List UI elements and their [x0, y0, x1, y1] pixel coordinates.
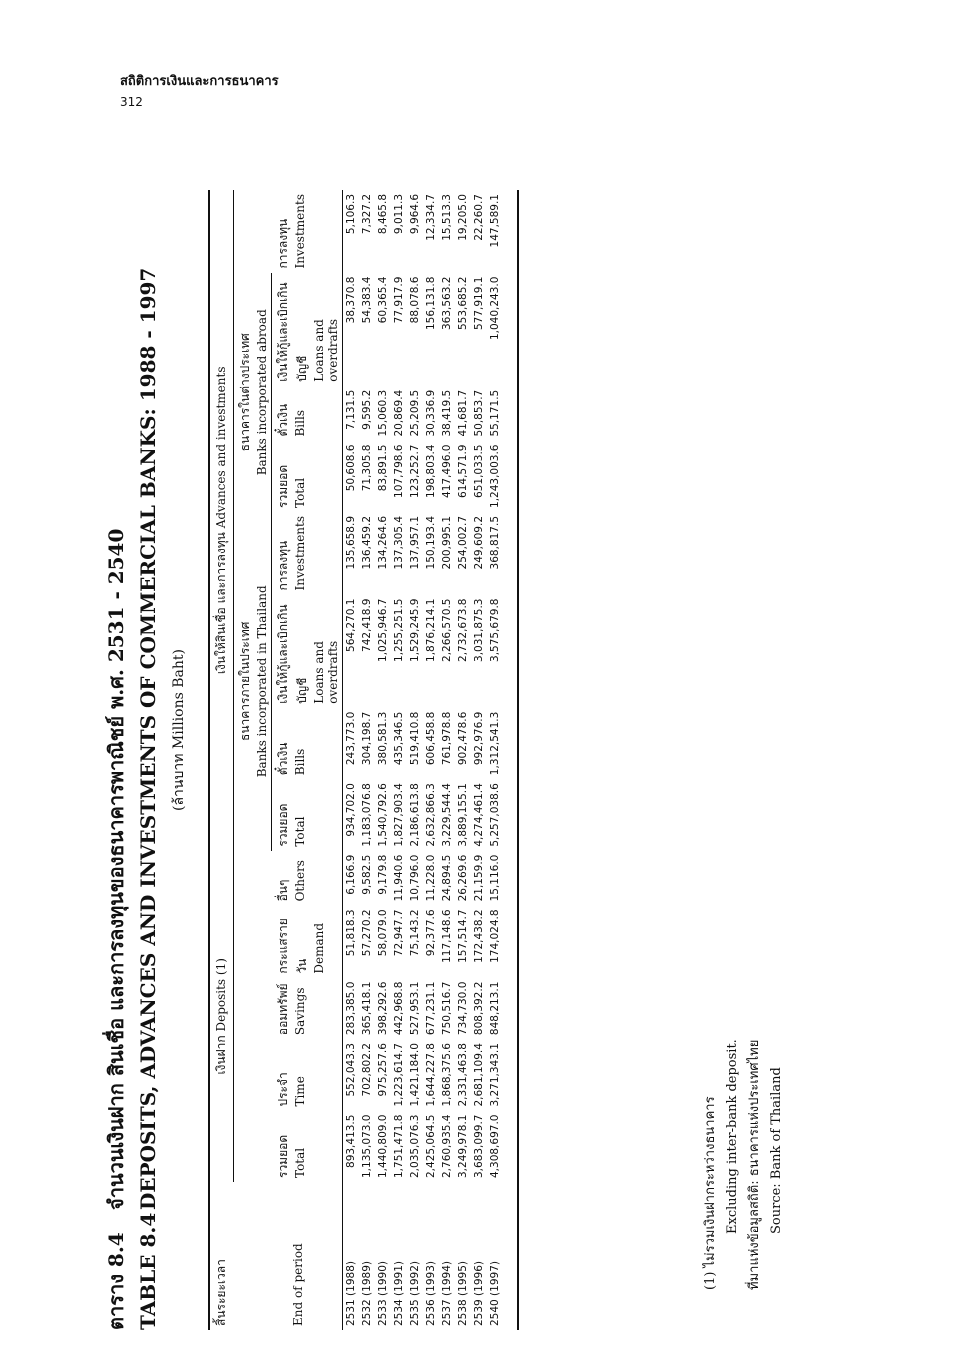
period-cell: 2535 (1992) [409, 1261, 421, 1326]
value-cell: 24,894.5 [441, 854, 453, 902]
abroad-header-en: Banks incorporated abroad [255, 309, 269, 476]
value-cell: 198,803.4 [425, 444, 437, 498]
value-cell: 283,385.0 [345, 981, 357, 1036]
table-row [391, 190, 407, 1330]
table-row [359, 190, 375, 1330]
value-cell: 1,540,792.6 [377, 783, 389, 847]
col-th-invest-en: Investments [293, 515, 307, 591]
value-cell: 1,183,076.8 [361, 783, 373, 847]
col-others-en: Others [292, 860, 307, 902]
col-ab-bills-en: Bills [293, 410, 307, 437]
value-cell: 88,078.6 [409, 276, 421, 324]
thailand-header-en: Banks incorporated in Thailand [255, 585, 269, 778]
value-cell: 365,418.1 [361, 981, 373, 1036]
period-cell: 2532 (1989) [361, 1261, 373, 1326]
table-units: (ล้านบาท Millions Baht) [171, 649, 187, 811]
col-time-th: ประจำ [275, 1072, 290, 1107]
value-cell: 577,919.1 [473, 276, 485, 330]
deposits-group-header: เงินฝาก Deposits (1) [209, 851, 234, 1182]
value-cell: 368,817.5 [489, 515, 501, 570]
value-cell: 6,166.9 [345, 854, 357, 895]
value-cell: 2,186,613.8 [409, 783, 421, 847]
value-cell: 1,868,375.6 [441, 1043, 453, 1107]
value-cell: 9,011.3 [393, 194, 405, 235]
value-cell: 136,459.2 [361, 515, 373, 570]
value-cell: 77,917.9 [393, 276, 405, 324]
value-cell: 123,252.7 [409, 444, 421, 498]
value-cell: 10,796.0 [409, 854, 421, 902]
value-cell: 893,413.5 [345, 1114, 357, 1168]
value-cell: 7,131.5 [345, 389, 357, 430]
col-time-en: Time [292, 1076, 307, 1107]
col-th-bills-en: Bills [293, 748, 307, 776]
value-cell: 3,683,099.7 [473, 1114, 485, 1178]
value-cell: 564,270.1 [345, 598, 357, 652]
value-cell: 1,529,245.9 [409, 598, 421, 662]
value-cell: 137,957.1 [409, 515, 421, 570]
col-ab-total-th: รวมยอด [276, 464, 290, 508]
period-cell: 2540 (1997) [489, 1261, 501, 1326]
value-cell: 553,685.2 [457, 276, 469, 330]
period-cell: 2534 (1991) [393, 1261, 405, 1326]
value-cell: 58,079.0 [377, 909, 389, 957]
value-cell: 107,798.6 [393, 444, 405, 498]
value-cell: 651,033.5 [473, 444, 485, 498]
value-cell: 9,595.2 [361, 389, 373, 430]
col-th-loans-en: Loans and overdrafts [312, 640, 340, 704]
footnotes [700, 1039, 788, 1290]
value-cell: 57,270.2 [361, 909, 373, 957]
value-cell: 2,331,463.8 [457, 1043, 469, 1107]
value-cell: 72,947.7 [393, 909, 405, 957]
period-cell: 2533 (1990) [377, 1261, 389, 1326]
col-ab-invest-en: Investments [292, 194, 307, 269]
value-cell: 2,035,076.3 [409, 1114, 421, 1178]
value-cell: 26,269.6 [457, 854, 469, 902]
value-cell: 135,658.9 [345, 515, 357, 570]
value-cell: 1,312,541.3 [489, 711, 501, 776]
value-cell: 1,440,809.0 [377, 1114, 389, 1178]
col-ab-loans-en: Loans and overdrafts [312, 318, 340, 382]
col-ab-total-en: Total [293, 477, 307, 508]
period-header-th: สิ้นระยะเวลา [214, 1259, 228, 1326]
col-th-invest-th: การลงทุน [276, 540, 290, 591]
value-cell: 1,135,073.0 [361, 1114, 373, 1178]
value-cell: 1,644,227.8 [425, 1043, 437, 1107]
value-cell: 992,976.9 [473, 711, 485, 766]
value-cell: 15,060.3 [377, 389, 389, 437]
col-total-en: Total [292, 1147, 307, 1178]
col-th-total-en: Total [293, 816, 307, 847]
source-th: ที่มาแห่งข้อมูลสถิติ: ธนาคารแห่งประเทศไทย [747, 1039, 762, 1290]
period-cell: 2539 (1996) [473, 1261, 485, 1326]
value-cell: 761,978.8 [441, 711, 453, 766]
value-cell: 519,410.8 [409, 711, 421, 766]
value-cell: 606,458.8 [425, 711, 437, 766]
value-cell: 1,223,614.7 [393, 1043, 405, 1107]
value-cell: 1,243,003.6 [489, 444, 501, 508]
value-cell: 902,478.6 [457, 711, 469, 766]
value-cell: 398,292.6 [377, 981, 389, 1036]
value-cell: 1,040,243.0 [489, 276, 501, 341]
value-cell: 156,131.8 [425, 276, 437, 330]
col-ab-invest-th: การลงทุน [275, 218, 290, 269]
value-cell: 934,702.0 [345, 783, 357, 837]
value-cell: 417,496.0 [441, 444, 453, 498]
table-label-th: ตาราง 8.4 [104, 1232, 128, 1330]
page-header-title: สถิติการเงินและการธนาคาร [120, 74, 279, 89]
value-cell: 4,274,461.4 [473, 783, 485, 847]
value-cell: 363,563.2 [441, 276, 453, 330]
value-cell: 3,249,978.1 [457, 1114, 469, 1178]
value-cell: 41,681.7 [457, 389, 469, 437]
value-cell: 174,024.8 [489, 909, 501, 963]
value-cell: 5,106.3 [345, 194, 357, 235]
period-header-en: End of period [291, 1243, 305, 1326]
footnote-1-th: (1) ไม่รวมเงินฝากระหว่างธนาคาร [703, 1096, 718, 1290]
table-label-en: TABLE 8.4 [136, 1212, 160, 1330]
table-title-th: จำนวนเงินฝาก สินเชื่อ และการลงทุนของธนาคารพาณิชย์ พ.ศ. 2531 - 2540 [104, 528, 128, 1210]
value-cell: 137,305.4 [393, 515, 405, 570]
value-cell: 92,377.6 [425, 909, 437, 957]
value-cell: 3,031,875.3 [473, 598, 485, 662]
value-cell: 808,392.2 [473, 981, 485, 1036]
col-th-loans-th: เงินให้กู้และเบิกเกินบัญชี [276, 604, 309, 704]
value-cell: 435,346.5 [393, 711, 405, 766]
period-cell: 2536 (1993) [425, 1261, 437, 1326]
value-cell: 442,968.8 [393, 981, 405, 1036]
value-cell: 11,228.0 [425, 854, 437, 902]
col-th-bills-th: ตั๋วเงิน [276, 742, 290, 776]
value-cell: 4,308,697.0 [489, 1114, 501, 1178]
value-cell: 200,995.1 [441, 515, 453, 570]
advances-group-header: เงินให้สินเชื่อ และการลงทุน Advances and investments [209, 190, 234, 851]
value-cell: 50,853.7 [473, 389, 485, 437]
value-cell: 3,575,679.8 [489, 598, 501, 662]
value-cell: 2,632,866.3 [425, 783, 437, 847]
value-cell: 9,179.8 [377, 854, 389, 895]
value-cell: 22,260.7 [473, 194, 485, 241]
value-cell: 304,198.7 [361, 711, 373, 766]
period-cell: 2531 (1988) [345, 1261, 357, 1326]
table-title-block [100, 130, 190, 1330]
value-cell: 3,271,343.1 [489, 1043, 501, 1107]
table-body [343, 190, 519, 1330]
deposits-advances-table [208, 190, 519, 1330]
table-title-en: DEPOSITS, ADVANCES AND INVESTMENTS OF COMMERCIAL BANKS: 1988 - 1997 [136, 267, 160, 1210]
value-cell: 9,582.5 [361, 854, 373, 895]
value-cell: 975,257.6 [377, 1043, 389, 1097]
value-cell: 2,266,570.5 [441, 598, 453, 662]
value-cell: 11,940.6 [393, 854, 405, 902]
value-cell: 1,751,471.8 [393, 1114, 405, 1178]
table-row [439, 190, 455, 1330]
value-cell: 21,159.9 [473, 854, 485, 902]
value-cell: 243,773.0 [345, 711, 357, 766]
table-row [375, 190, 391, 1330]
page-number: 312 [120, 95, 143, 109]
value-cell: 134,264.6 [377, 515, 389, 570]
value-cell: 9,964.6 [409, 194, 421, 235]
table-row [487, 190, 503, 1330]
value-cell: 527,953.1 [409, 981, 421, 1036]
value-cell: 19,205.0 [457, 194, 469, 241]
value-cell: 848,213.1 [489, 981, 501, 1036]
value-cell: 117,148.6 [441, 909, 453, 963]
value-cell: 1,827,903.4 [393, 783, 405, 847]
value-cell: 15,513.3 [441, 194, 453, 241]
value-cell: 38,370.8 [345, 276, 357, 324]
value-cell: 8,465.8 [377, 194, 389, 235]
value-cell: 2,760,935.4 [441, 1114, 453, 1178]
value-cell: 5,257,038.6 [489, 783, 501, 847]
value-cell: 3,229,544.4 [441, 783, 453, 847]
table-row [471, 190, 487, 1330]
source-en: Source: Bank of Thailand [769, 1067, 784, 1234]
value-cell: 83,891.5 [377, 444, 389, 492]
value-cell: 742,418.9 [361, 598, 373, 652]
col-savings-en: Savings [292, 987, 307, 1036]
value-cell: 55,171.5 [489, 389, 501, 437]
value-cell: 71,305.8 [361, 444, 373, 492]
value-cell: 254,002.7 [457, 515, 469, 570]
value-cell: 2,732,673.8 [457, 598, 469, 662]
value-cell: 2,425,064.5 [425, 1114, 437, 1178]
col-savings-th: ออมทรัพย์ [275, 983, 290, 1036]
value-cell: 2,681,109.4 [473, 1043, 485, 1107]
table-row [423, 190, 439, 1330]
period-cell: 2538 (1995) [457, 1261, 469, 1326]
value-cell: 172,438.2 [473, 909, 485, 963]
value-cell: 1,421,184.0 [409, 1043, 421, 1107]
period-cell: 2537 (1994) [441, 1261, 453, 1326]
value-cell: 249,609.2 [473, 515, 485, 570]
col-demand-en: Demand [311, 922, 326, 974]
value-cell: 38,419.5 [441, 389, 453, 437]
value-cell: 7,327.2 [361, 194, 373, 235]
col-demand-th: กระแสรายวัน [275, 918, 309, 974]
thailand-header-th: ธนาคารภายในประเทศ [238, 621, 252, 741]
value-cell: 614,571.9 [457, 444, 469, 498]
value-cell: 60,365.4 [377, 276, 389, 324]
table-row [407, 190, 423, 1330]
value-cell: 702,802.2 [361, 1043, 373, 1097]
value-cell: 380,581.3 [377, 711, 389, 766]
col-th-total-th: รวมยอด [276, 803, 290, 847]
value-cell: 157,514.7 [457, 909, 469, 963]
page-header [120, 70, 279, 109]
table-end-rule [503, 190, 518, 1330]
value-cell: 1,876,214.1 [425, 598, 437, 662]
col-ab-bills-th: ตั๋วเงิน [276, 403, 290, 437]
value-cell: 51,818.3 [345, 909, 357, 957]
rotated-table-page [100, 130, 800, 1330]
table-row [455, 190, 471, 1330]
value-cell: 552,043.3 [345, 1043, 357, 1097]
value-cell: 54,383.4 [361, 276, 373, 324]
value-cell: 1,255,251.5 [393, 598, 405, 662]
value-cell: 15,116.0 [489, 854, 501, 902]
value-cell: 734,730.0 [457, 981, 469, 1036]
abroad-header-th: ธนาคารในต่างประเทศ [238, 333, 252, 452]
value-cell: 30,336.9 [425, 389, 437, 437]
value-cell: 75,143.2 [409, 909, 421, 957]
value-cell: 150,193.4 [425, 515, 437, 570]
value-cell: 12,334.7 [425, 194, 437, 241]
value-cell: 20,869.4 [393, 389, 405, 437]
footnote-1-en: Excluding inter-bank deposit. [725, 1039, 740, 1234]
value-cell: 677,231.1 [425, 981, 437, 1036]
value-cell: 25,209.5 [409, 389, 421, 437]
value-cell: 3,889,155.1 [457, 783, 469, 847]
value-cell: 147,589.1 [489, 194, 501, 248]
table-row [343, 190, 360, 1330]
col-ab-loans-th: เงินให้กู้และเบิกเกินบัญชี [276, 282, 309, 382]
col-total-th: รวมยอด [275, 1134, 290, 1178]
value-cell: 50,608.6 [345, 444, 357, 492]
col-others-th: อื่นๆ [275, 879, 290, 902]
value-cell: 750,516.7 [441, 981, 453, 1036]
value-cell: 1,025,946.7 [377, 598, 389, 662]
